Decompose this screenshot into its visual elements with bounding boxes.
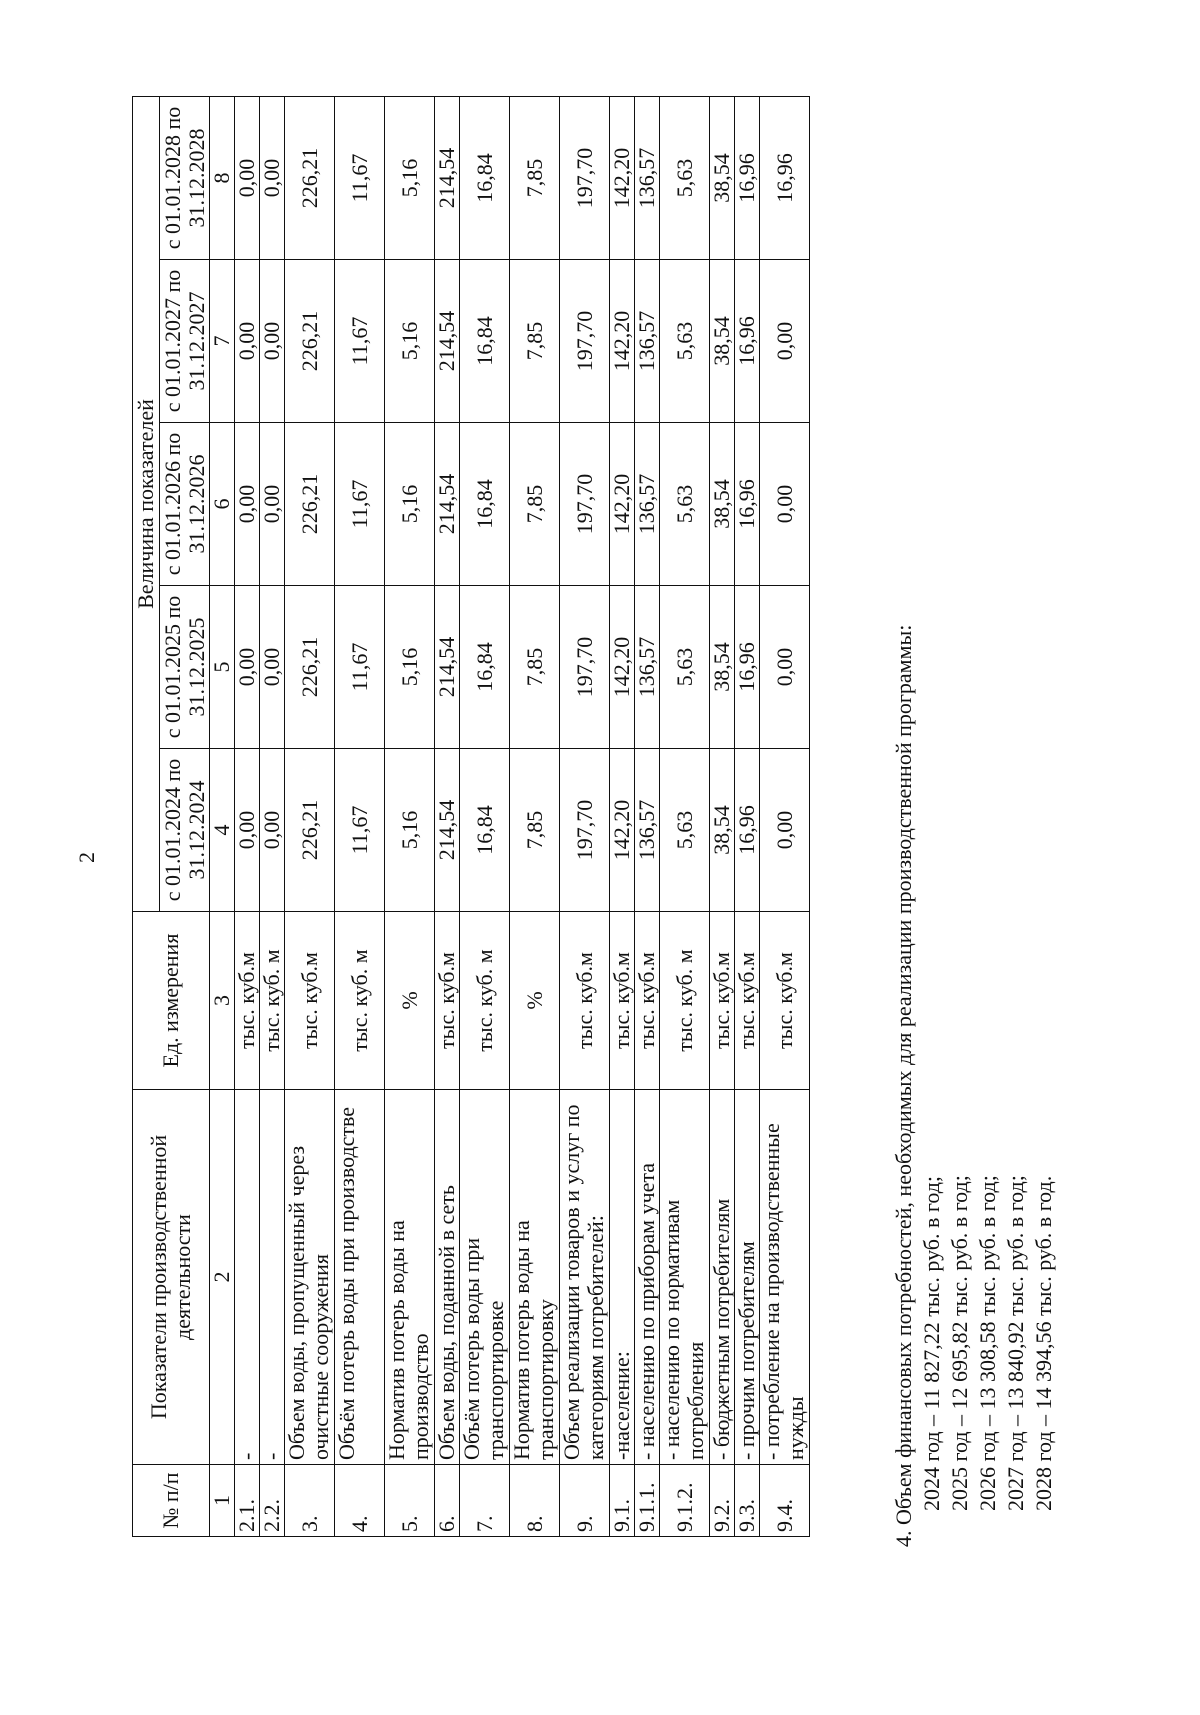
value-cell: 226,21 [285,749,335,912]
indicator-name-cell: Объем воды, пропущенный через очистные сооружения [285,1090,335,1465]
table-body [235,97,810,1537]
column-number: 5 [210,586,235,749]
value-cell: 16,96 [735,423,760,586]
value-cell: 5,16 [385,586,435,749]
row-number-cell: 4. [335,1465,385,1537]
value-cell: 142,20 [610,423,635,586]
value-cell: 5,63 [660,749,710,912]
value-cell: 16,96 [735,97,760,260]
indicator-name-cell: Норматив потерь воды на транспортировку [510,1090,560,1465]
unit-cell: тыс. куб. м [460,912,510,1090]
value-cell: 142,20 [610,260,635,423]
value-cell: 16,84 [460,423,510,586]
row-number-cell: 2.2. [260,1465,285,1537]
row-number-cell: 9. [560,1465,610,1537]
value-cell: 0,00 [260,423,285,586]
value-cell: 0,00 [235,97,260,260]
indicator-name-cell: - [235,1090,260,1465]
indicator-name-cell: Норматив потерь воды на производство [385,1090,435,1465]
header-indicator: Показатели производственной деятельности [133,1090,210,1465]
header-period: с 01.01.2024 по 31.12.2024 [160,749,210,912]
financial-needs-line: 2027 год – 13 840,92 тыс. руб. в год; [1003,1175,1028,1511]
indicators-table [132,96,810,1537]
indicator-name-cell: - бюджетным потребителям [710,1090,735,1465]
table-row [385,97,435,1537]
value-cell: 16,96 [760,97,810,260]
value-cell: 5,63 [660,586,710,749]
financial-needs-heading: 4. Объем финансовых потребностей, необходимых для реализации производственной программы: [891,624,916,1547]
unit-cell: тыс. куб. м [260,912,285,1090]
indicator-name-cell: -население: [610,1090,635,1465]
table-row [460,97,510,1537]
header-period: с 01.01.2027 по 31.12.2027 [160,260,210,423]
value-cell: 136,57 [635,97,660,260]
unit-cell: тыс. куб.м [635,912,660,1090]
value-cell: 142,20 [610,97,635,260]
unit-cell: тыс. куб.м [560,912,610,1090]
value-cell: 197,70 [560,260,610,423]
value-cell: 197,70 [560,423,610,586]
value-cell: 7,85 [510,749,560,912]
table-row [560,97,610,1537]
column-number: 7 [210,260,235,423]
table-row [260,97,285,1537]
value-cell: 142,20 [610,749,635,912]
indicator-name-cell: Объём потерь воды при транспортировке [460,1090,510,1465]
value-cell: 0,00 [260,97,285,260]
row-number-cell: 9.1. [610,1465,635,1537]
financial-needs-line: 2024 год – 11 827,22 тыс. руб. в год; [919,1175,944,1511]
value-cell: 0,00 [260,749,285,912]
value-cell: 16,84 [460,97,510,260]
row-number-cell: 8. [510,1465,560,1537]
indicator-name-cell: - населению по приборам учета [635,1090,660,1465]
table-row [435,97,460,1537]
indicator-name-cell: Объем воды, поданной в сеть [435,1090,460,1465]
header-no: № п/п [133,1465,210,1537]
row-number-cell: 9.1.1. [635,1465,660,1537]
row-number-cell: 9.1.2. [660,1465,710,1537]
value-cell: 214,54 [435,749,460,912]
table-row [635,97,660,1537]
value-cell: 136,57 [635,260,660,423]
unit-cell: тыс. куб.м [610,912,635,1090]
value-cell: 0,00 [760,586,810,749]
value-cell: 16,96 [735,260,760,423]
row-number-cell: 6. [435,1465,460,1537]
table-row [760,97,810,1537]
value-cell: 5,63 [660,97,710,260]
value-cell: 197,70 [560,97,610,260]
financial-needs-list [918,625,1058,1547]
value-cell: 214,54 [435,423,460,586]
unit-cell: тыс. куб.м [285,912,335,1090]
unit-cell: тыс. куб.м [235,912,260,1090]
unit-cell: тыс. куб.м [735,912,760,1090]
table-row [510,97,560,1537]
indicator-name-cell: - прочим потребителям [735,1090,760,1465]
row-number-cell: 9.4. [760,1465,810,1537]
unit-cell: % [385,912,435,1090]
value-cell: 16,84 [460,586,510,749]
value-cell: 197,70 [560,749,610,912]
row-number-cell: 7. [460,1465,510,1537]
value-cell: 0,00 [235,260,260,423]
value-cell: 136,57 [635,586,660,749]
table-row [710,97,735,1537]
table-row [235,97,260,1537]
table-row [735,97,760,1537]
value-cell: 214,54 [435,586,460,749]
value-cell: 0,00 [760,749,810,912]
value-cell: 16,96 [735,749,760,912]
value-cell: 11,67 [335,260,385,423]
unit-cell: тыс. куб.м [710,912,735,1090]
value-cell: 38,54 [710,586,735,749]
value-cell: 214,54 [435,97,460,260]
column-number: 8 [210,97,235,260]
value-cell: 197,70 [560,586,610,749]
page-number: 2 [74,852,99,863]
indicator-name-cell: Объем реализации товаров и услуг по категориям потребителей: [560,1090,610,1465]
header-values-group: Величина показателей [133,97,160,912]
value-cell: 0,00 [235,423,260,586]
financial-needs-line: 2025 год – 12 695,82 тыс. руб. в год; [947,1175,972,1511]
value-cell: 38,54 [710,423,735,586]
row-number-cell: 9.3. [735,1465,760,1537]
value-cell: 38,54 [710,749,735,912]
indicator-name-cell: - [260,1090,285,1465]
table-row [285,97,335,1537]
value-cell: 214,54 [435,260,460,423]
value-cell: 5,16 [385,749,435,912]
value-cell: 11,67 [335,586,385,749]
value-cell: 38,54 [710,97,735,260]
column-number: 2 [210,1090,235,1465]
value-cell: 0,00 [235,749,260,912]
value-cell: 5,16 [385,260,435,423]
value-cell: 16,84 [460,260,510,423]
table-row [610,97,635,1537]
unit-cell: % [510,912,560,1090]
column-number: 6 [210,423,235,586]
value-cell: 142,20 [610,586,635,749]
row-number-cell: 5. [385,1465,435,1537]
indicator-name-cell: Объём потерь воды при производстве [335,1090,385,1465]
value-cell: 136,57 [635,749,660,912]
value-cell: 226,21 [285,423,335,586]
value-cell: 0,00 [235,586,260,749]
value-cell: 7,85 [510,423,560,586]
value-cell: 11,67 [335,97,385,260]
value-cell: 0,00 [760,423,810,586]
value-cell: 11,67 [335,749,385,912]
value-cell: 16,96 [735,586,760,749]
value-cell: 7,85 [510,260,560,423]
value-cell: 0,00 [260,260,285,423]
row-number-cell: 3. [285,1465,335,1537]
column-number: 3 [210,912,235,1090]
value-cell: 5,16 [385,97,435,260]
value-cell: 226,21 [285,260,335,423]
value-cell: 38,54 [710,260,735,423]
value-cell: 11,67 [335,423,385,586]
financial-needs-section [890,625,1058,1547]
indicator-name-cell: - населению по нормативам потребления [660,1090,710,1465]
table-row [335,97,385,1537]
unit-cell: тыс. куб.м [435,912,460,1090]
value-cell: 0,00 [260,586,285,749]
column-number: 1 [210,1465,235,1537]
value-cell: 7,85 [510,97,560,260]
unit-cell: тыс. куб. м [660,912,710,1090]
value-cell: 226,21 [285,586,335,749]
table-row [660,97,710,1537]
unit-cell: тыс. куб. м [335,912,385,1090]
value-cell: 16,84 [460,749,510,912]
financial-needs-line: 2026 год – 13 308,58 тыс. руб. в год; [975,1175,1000,1511]
row-number-cell: 9.2. [710,1465,735,1537]
unit-cell: тыс. куб.м [760,912,810,1090]
indicator-name-cell: - потребление на производственные нужды [760,1090,810,1465]
value-cell: 7,85 [510,586,560,749]
value-cell: 136,57 [635,423,660,586]
value-cell: 5,63 [660,423,710,586]
row-number-cell: 2.1. [235,1465,260,1537]
column-number-row [210,97,235,1537]
value-cell: 5,16 [385,423,435,586]
value-cell: 5,63 [660,260,710,423]
header-period: с 01.01.2025 по 31.12.2025 [160,586,210,749]
header-period: с 01.01.2028 по 31.12.2028 [160,97,210,260]
header-unit: Ед. измерения [133,912,210,1090]
value-cell: 226,21 [285,97,335,260]
column-number: 4 [210,749,235,912]
value-cell: 0,00 [760,260,810,423]
header-period: с 01.01.2026 по 31.12.2026 [160,423,210,586]
financial-needs-line: 2028 год – 14 394,56 тыс. руб. в год. [1031,1175,1056,1511]
